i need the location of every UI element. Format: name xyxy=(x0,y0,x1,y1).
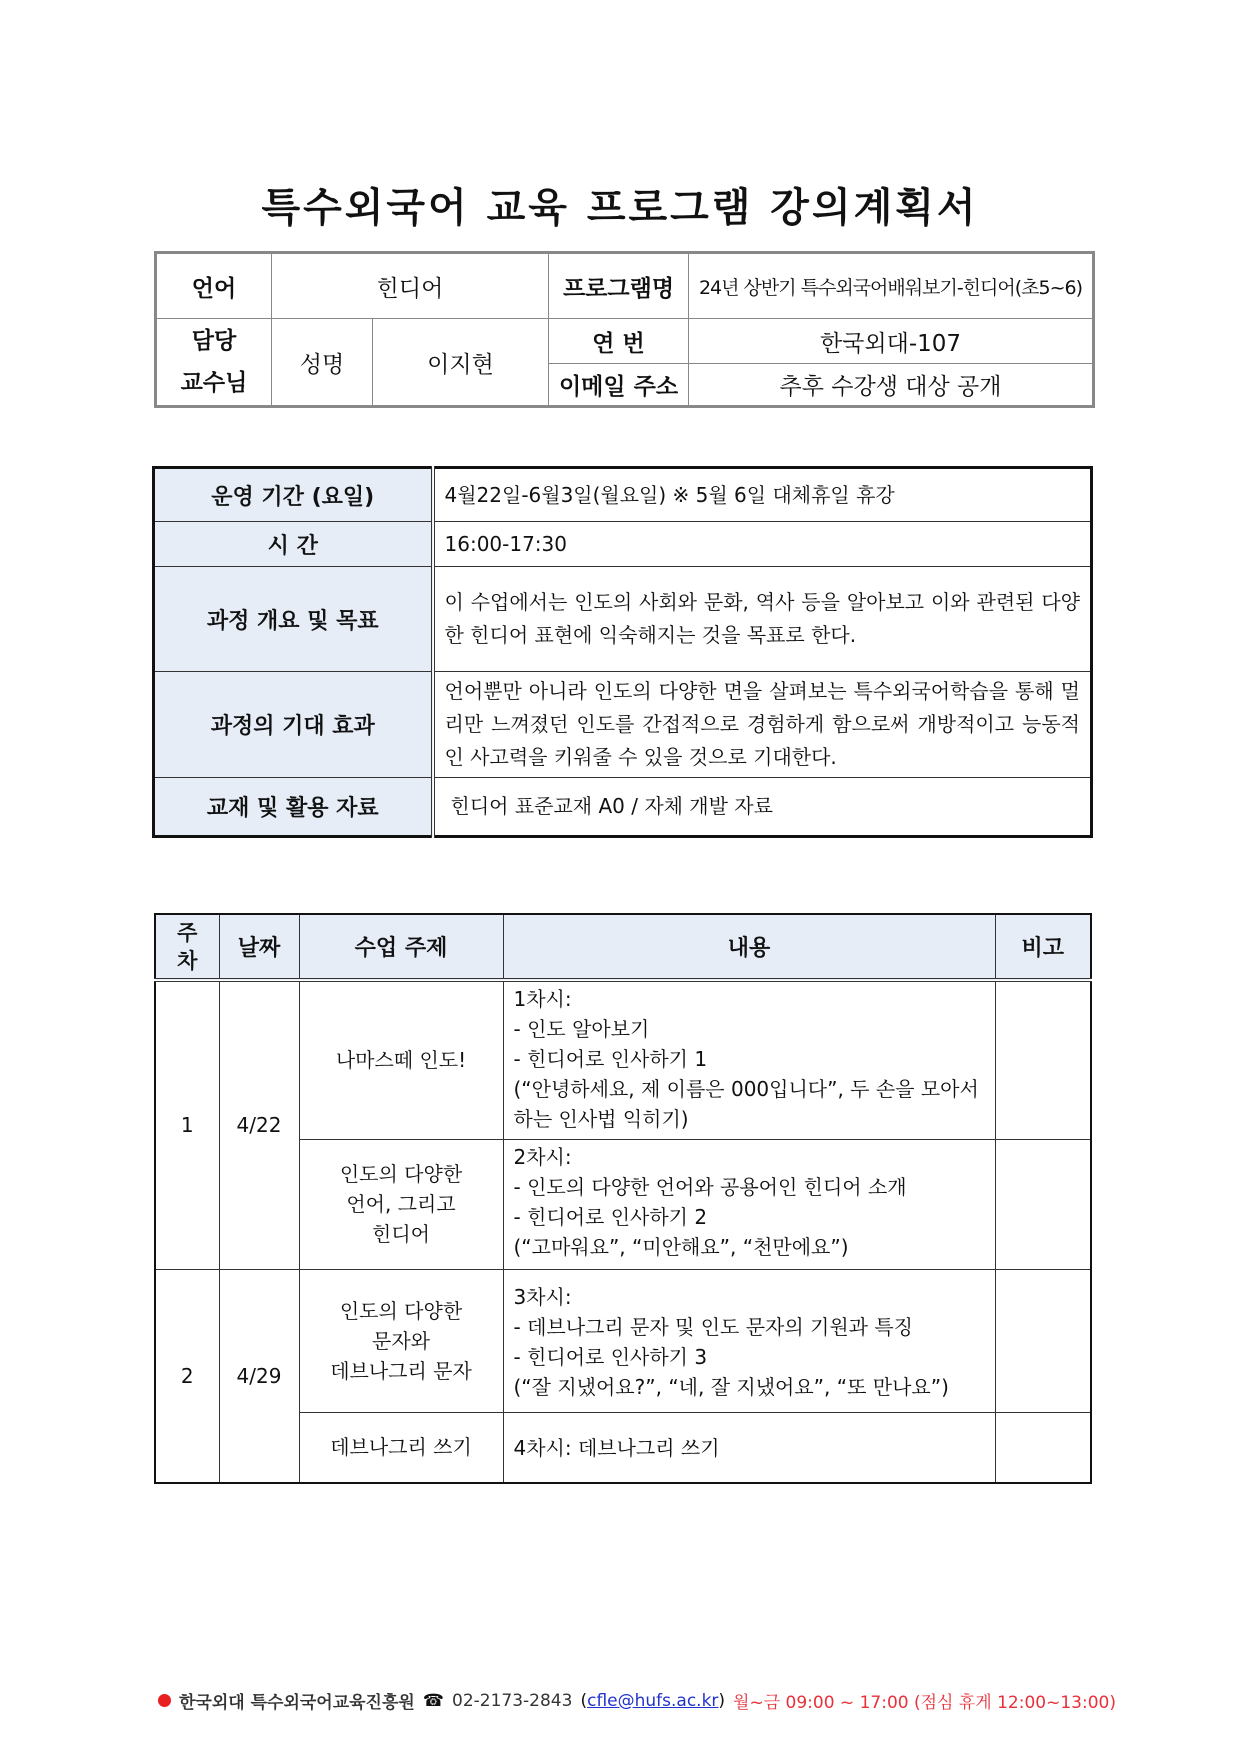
session-note xyxy=(995,1139,1091,1269)
goal-value: 이 수업에서는 인도의 사회와 문화, 역사 등을 알아보고 이와 관련된 다양한 힌디어 표현에 익숙해지는 것을 목표로 한다. xyxy=(433,567,1092,672)
email-label: 이메일 주소 xyxy=(549,364,689,407)
session-note xyxy=(995,980,1091,1139)
week-date: 4/29 xyxy=(219,1269,299,1483)
header-week: 주차 xyxy=(155,914,219,980)
footer-phone: 02-2173-2843 xyxy=(452,1690,573,1711)
period-label: 운영 기간 (요일) xyxy=(154,468,433,522)
header-topic: 수업 주제 xyxy=(299,914,503,980)
header-content: 내용 xyxy=(503,914,995,980)
room-value: 한국외대-107 xyxy=(689,319,1094,364)
program-label: 프로그램명 xyxy=(549,253,689,319)
session-topic: 인도의 다양한 문자와 데브나그리 문자 xyxy=(299,1269,503,1412)
footer-email-link[interactable]: cfle@hufs.ac.kr xyxy=(587,1690,719,1711)
name-label: 성명 xyxy=(272,319,373,407)
time-value: 16:00-17:30 xyxy=(433,522,1092,567)
materials-value: 힌디어 표준교재 A0 / 자체 개발 자료 xyxy=(433,778,1092,837)
materials-label: 교재 및 활용 자료 xyxy=(154,778,433,837)
session-content: 1차시: - 인도 알아보기 - 힌디어로 인사하기 1 (“안녕하세요, 제 이름은 000입니다”, 두 손을 모아서 하는 인사법 익히기) xyxy=(503,980,995,1139)
professor-label: 담당 교수님 xyxy=(156,319,272,407)
room-label: 연 번 xyxy=(549,319,689,364)
course-overview-table xyxy=(152,466,1093,838)
table-row xyxy=(155,1269,1091,1412)
goal-label: 과정 개요 및 목표 xyxy=(154,567,433,672)
name-value: 이지현 xyxy=(373,319,549,407)
page-title: 특수외국어 교육 프로그램 강의계획서 xyxy=(261,185,979,231)
schedule-table xyxy=(154,913,1092,1484)
footer-hours: 월~금 09:00 ~ 17:00 (점심 휴게 12:00~13:00) xyxy=(733,1693,1116,1713)
email-value: 추후 수강생 대상 공개 xyxy=(689,364,1094,407)
language-value: 힌디어 xyxy=(272,253,549,319)
language-label: 언어 xyxy=(156,253,272,319)
session-topic: 나마스떼 인도! xyxy=(299,980,503,1139)
session-note xyxy=(995,1269,1091,1412)
table-row xyxy=(155,980,1091,1139)
footer xyxy=(158,1688,1116,1713)
session-content: 2차시: - 인도의 다양한 언어와 공용어인 힌디어 소개 - 힌디어로 인사하기 2 (“고마워요”, “미안해요”, “천만에요”) xyxy=(503,1139,995,1269)
program-value: 24년 상반기 특수외국어배워보기-힌디어(초5~6) xyxy=(689,253,1094,319)
week-number: 1 xyxy=(155,980,219,1269)
week-date: 4/22 xyxy=(219,980,299,1269)
bullet-icon xyxy=(158,1694,171,1707)
effect-label: 과정의 기대 효과 xyxy=(154,672,433,778)
time-label: 시 간 xyxy=(154,522,433,567)
footer-org: 한국외대 특수외국어교육진흥원 xyxy=(179,1693,415,1713)
header-date: 날짜 xyxy=(219,914,299,980)
session-topic: 인도의 다양한 언어, 그리고 힌디어 xyxy=(299,1139,503,1269)
session-content: 4차시: 데브나그리 쓰기 xyxy=(503,1412,995,1483)
header-note: 비고 xyxy=(995,914,1091,980)
effect-value: 언어뿐만 아니라 인도의 다양한 면을 살펴보는 특수외국어학습을 통해 멀리만 느껴졌던 인도를 간접적으로 경험하게 함으로써 개방적이고 능동적인 사고력을 키워줄 수 있을 것으로 기대한다. xyxy=(433,672,1092,778)
phone-icon: ☎ xyxy=(422,1690,445,1711)
period-value: 4월22일-6월3일(월요일) ※ 5월 6일 대체휴일 휴강 xyxy=(433,468,1092,522)
session-content: 3차시: - 데브나그리 문자 및 인도 문자의 기원과 특징 - 힌디어로 인사하기 3 (“잘 지냈어요?”, “네, 잘 지냈어요”, “또 만나요”) xyxy=(503,1269,995,1412)
footer-email-wrap: (cfle@hufs.ac.kr) xyxy=(580,1690,726,1711)
session-note xyxy=(995,1412,1091,1483)
course-info-table xyxy=(154,251,1095,408)
session-topic: 데브나그리 쓰기 xyxy=(299,1412,503,1483)
week-number: 2 xyxy=(155,1269,219,1483)
